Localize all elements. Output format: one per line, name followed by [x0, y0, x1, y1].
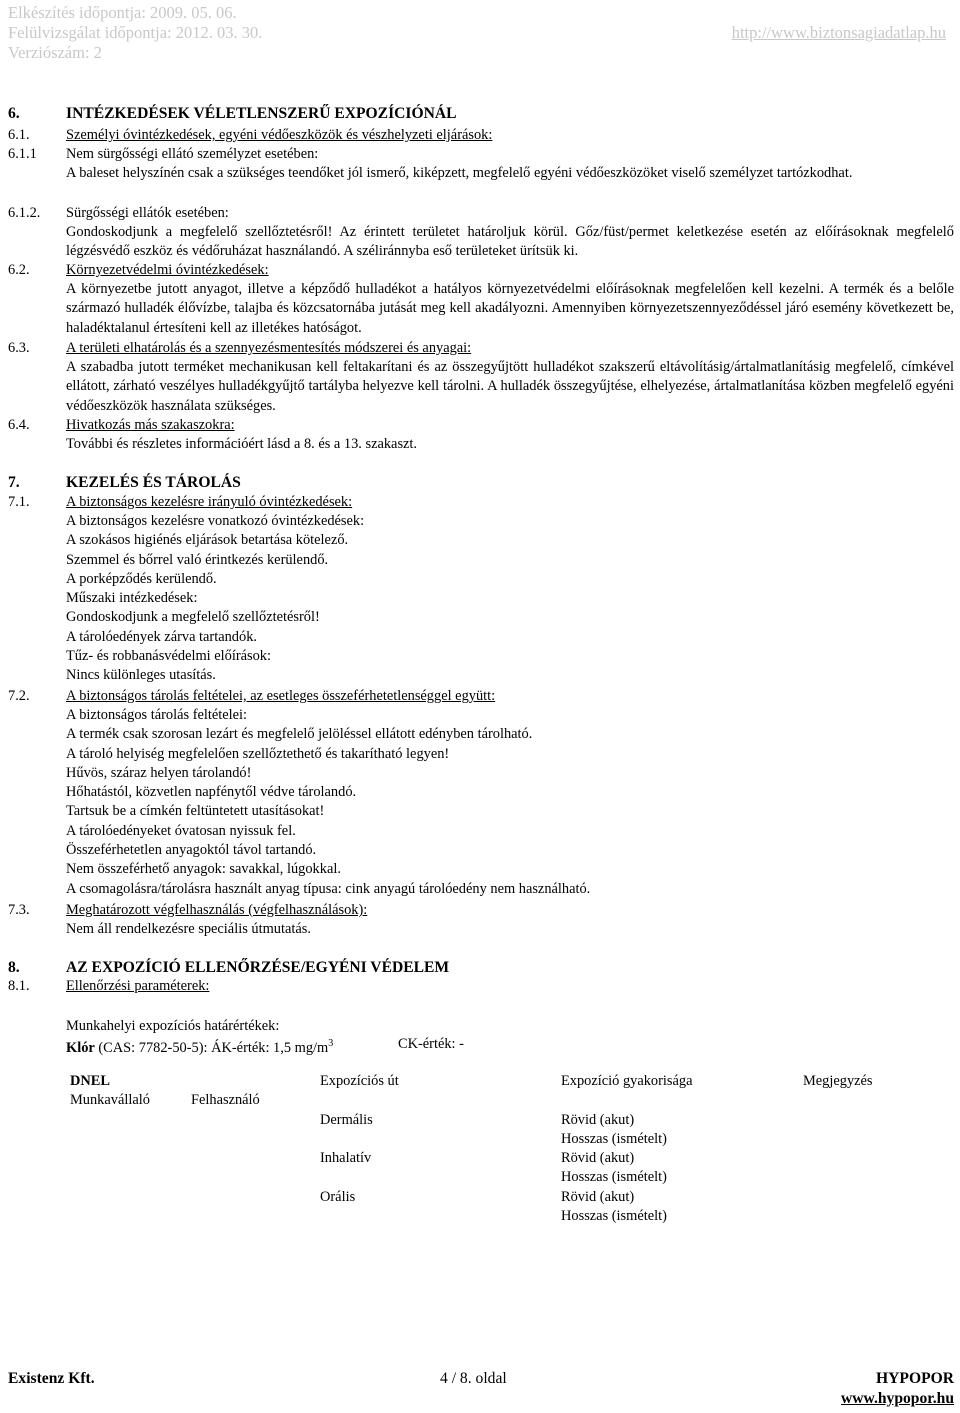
unit-superscript: 3 — [328, 1038, 334, 1049]
section-6-1-1-text: A baleset helyszínén csak a szükséges teendőket jól ismerő, kiképzett, megfelelő egyéni védőeszközöket viselő személyzet tartózkodhat. — [66, 165, 853, 181]
list-item: A csomagolásra/tárolásra használt anyag típusa: cink anyagú tárolóedény nem használható. — [66, 880, 591, 897]
consumer-subheader: Felhasználó — [191, 1092, 260, 1109]
list-item: Összeférhetetlen anyagoktól távol tartandó. — [66, 842, 317, 859]
section-6-4-title: Hivatkozás más szakaszokra: — [66, 417, 235, 433]
list-item: Hőhatástól, közvetlen napfénytől védve tárolandó. — [66, 784, 357, 801]
table-row — [66, 1188, 957, 1227]
section-7-2-list — [66, 706, 954, 899]
list-item: Tűz- és robbanásvédelmi előírások: — [66, 648, 271, 665]
exposure-limits-title: Munkahelyi expozíciós határértékek: — [66, 1018, 280, 1034]
frequency-cell: Rövid (akut) Hosszas (ismételt) — [561, 1188, 667, 1225]
list-item: A biztonságos kezelésre vonatkozó óvintézkedések: — [66, 513, 365, 529]
brand-link[interactable]: www.hypopor.hu — [841, 1390, 954, 1407]
chlorine-ak-value: (CAS: 7782-50-5): ÁK-érték: 1,5 mg/m — [94, 1039, 329, 1056]
chlorine-ck-value: CK-érték: - — [398, 1036, 464, 1052]
section-6-1-1-title: Nem sürgősségi ellátó személyzet esetében: — [66, 146, 319, 162]
table-row — [66, 1149, 957, 1188]
list-item: A tárolóedényeket óvatosan nyissuk fel. — [66, 822, 296, 839]
section-6-1-2-title: Sürgősségi ellátók esetében: — [66, 205, 229, 221]
section-6-4-text: További és részletes információért lásd a 8. és a 13. szakaszt. — [66, 436, 418, 452]
section-7-1-title: A biztonságos kezelésre irányuló óvintézkedések: — [66, 494, 353, 510]
section-7-2-title: A biztonságos tárolás feltételei, az esetleges összeférhetetlenséggel együtt: — [66, 688, 496, 704]
chlorine-limits — [66, 1034, 333, 1058]
frequency-cell: Rövid (akut) Hosszas (ismételt) — [561, 1111, 667, 1147]
frequency-header: Expozíció gyakorisága — [561, 1073, 693, 1089]
list-item: A szokásos higiénés eljárások betartása kötelező. — [66, 532, 349, 549]
brand-name: HYPOPOR — [876, 1370, 954, 1387]
dnel-table — [66, 1072, 957, 1226]
table-row — [66, 1072, 957, 1091]
section-6-2-text: A környezetbe jutott anyagot, illetve a képződő hulladékot a hatályos környezetvédelmi előírásoknak megfelelően kell kezelni. A termék és a belőle származó hulladék élővízbe, talajba és közcsatornába jutását meg kell akadályozni. Amennyiben környezetszennyeződéssel járó esemény következett be, haladéktalanul értesíteni kell az illetékes hatóságot. — [66, 281, 954, 336]
section-7-1-list — [66, 512, 954, 686]
section-8-1-title: Ellenőrzési paraméterek: — [66, 978, 210, 994]
version-number: Verziószám: 2 — [8, 43, 102, 62]
list-item: A termék csak szorosan lezárt és megfelelő jelöléssel ellátott edényben tárolható. — [66, 726, 533, 743]
list-item: A tároló helyiség megfelelően szellőztethető és takarítható legyen! — [66, 745, 450, 762]
dnel-header: DNEL — [70, 1073, 110, 1089]
list-item: A biztonságos tárolás feltételei: — [66, 707, 248, 723]
route-cell: Inhalatív — [320, 1150, 372, 1167]
frequency-cell: Rövid (akut) Hosszas (ismételt) — [561, 1150, 667, 1186]
list-item: Műszaki intézkedések: — [66, 590, 198, 607]
list-item: Tartsuk be a címkén feltüntetett utasításokat! — [66, 803, 325, 820]
list-item: Szemmel és bőrrel való érintkezés kerülendő. — [66, 551, 329, 568]
section-7-3-number: 7.3. — [8, 902, 30, 918]
section-6-1-2-number: 6.1.2. — [8, 205, 41, 221]
worker-subheader: Munkavállaló — [70, 1092, 150, 1109]
list-item: Gondoskodjunk a megfelelő szellőztetésről! — [66, 609, 320, 626]
reviewed-date: Felülvizsgálat időpontja: 2012. 03. 30. — [8, 23, 263, 42]
created-date: Elkészítés időpontja: 2009. 05. 06. — [8, 3, 237, 22]
footer-page-number: 4 / 8. oldal — [440, 1370, 507, 1387]
section-8-number: 8. — [8, 959, 20, 976]
section-6-1-2-text: Gondoskodjunk a megfelelő szellőztetésről! Az érintett területet határoljuk körül. Gőz/füst/permet keletkezése esetén az előírásoknak megfelelő légzésvédő eszköz és védőruházat használandó. A széliránnyba eső területeket ürítsük ki. — [66, 224, 954, 260]
table-row — [66, 1111, 957, 1150]
section-8-title: AZ EXPOZÍCIÓ ELLENŐRZÉSE/EGYÉNI VÉDELEM — [66, 959, 450, 976]
section-6-2-number: 6.2. — [8, 262, 30, 278]
document-header — [8, 3, 952, 63]
note-header: Megjegyzés — [803, 1073, 873, 1089]
list-item: Hűvös, száraz helyen tárolandó! — [66, 764, 252, 781]
section-7-1-number: 7.1. — [8, 494, 30, 510]
route-cell: Dermális — [320, 1111, 373, 1128]
footer-brand — [841, 1369, 954, 1409]
section-6-3-text: A szabadba jutott terméket mechanikusan kell feltakarítani és az összegyűjtött hulladékot szakszerű eltávolításig/ártalmatlanításig megfelelő, címkével ellátott, zárható veszélyes hulladékgyűjtő tartályba helyezve kell tárolni. A hulladék összegyűjtése, elhelyezése, ártalmatlanítása közben megfelelő egyéni védőeszközök használata szükséges. — [66, 359, 954, 414]
section-6-number: 6. — [8, 105, 20, 122]
section-7-number: 7. — [8, 474, 20, 491]
list-item: A porképződés kerülendő. — [66, 570, 217, 587]
section-7-3-text: Nem áll rendelkezésre speciális útmutatás. — [66, 921, 311, 937]
section-6-1-title: Személyi óvintézkedések, egyéni védőeszközök és vészhelyzeti eljárások: — [66, 127, 493, 143]
route-header: Expozíciós út — [320, 1073, 399, 1089]
list-item: Nincs különleges utasítás. — [66, 667, 216, 684]
section-6-1-number: 6.1. — [8, 127, 30, 143]
table-row — [66, 1091, 957, 1110]
list-item: Nem összeférhető anyagok: savakkal, lúgokkal. — [66, 861, 341, 878]
section-6-1-1-number: 6.1.1 — [8, 146, 37, 162]
section-6-2-title: Környezetvédelmi óvintézkedések: — [66, 262, 269, 278]
header-link[interactable]: http://www.biztonsagiadatlap.hu — [731, 23, 946, 42]
footer-company: Existenz Kft. — [8, 1370, 95, 1387]
section-7-3-title: Meghatározott végfelhasználás (végfelhasználások): — [66, 902, 368, 918]
list-item: A tárolóedények zárva tartandók. — [66, 628, 257, 645]
section-7-2-number: 7.2. — [8, 688, 30, 704]
chlorine-label: Klór — [66, 1039, 95, 1056]
section-6-title: INTÉZKEDÉSEK VÉLETLENSZERŰ EXPOZÍCIÓNÁL — [66, 105, 457, 122]
section-6-4-number: 6.4. — [8, 417, 30, 433]
route-cell: Orális — [320, 1188, 356, 1205]
section-6-3-title: A területi elhatárolás és a szennyezésmentesítés módszerei és anyagai: — [66, 340, 472, 356]
section-8-1-number: 8.1. — [8, 978, 30, 994]
section-6-3-number: 6.3. — [8, 340, 30, 356]
section-7-title: KEZELÉS ÉS TÁROLÁS — [66, 474, 241, 491]
